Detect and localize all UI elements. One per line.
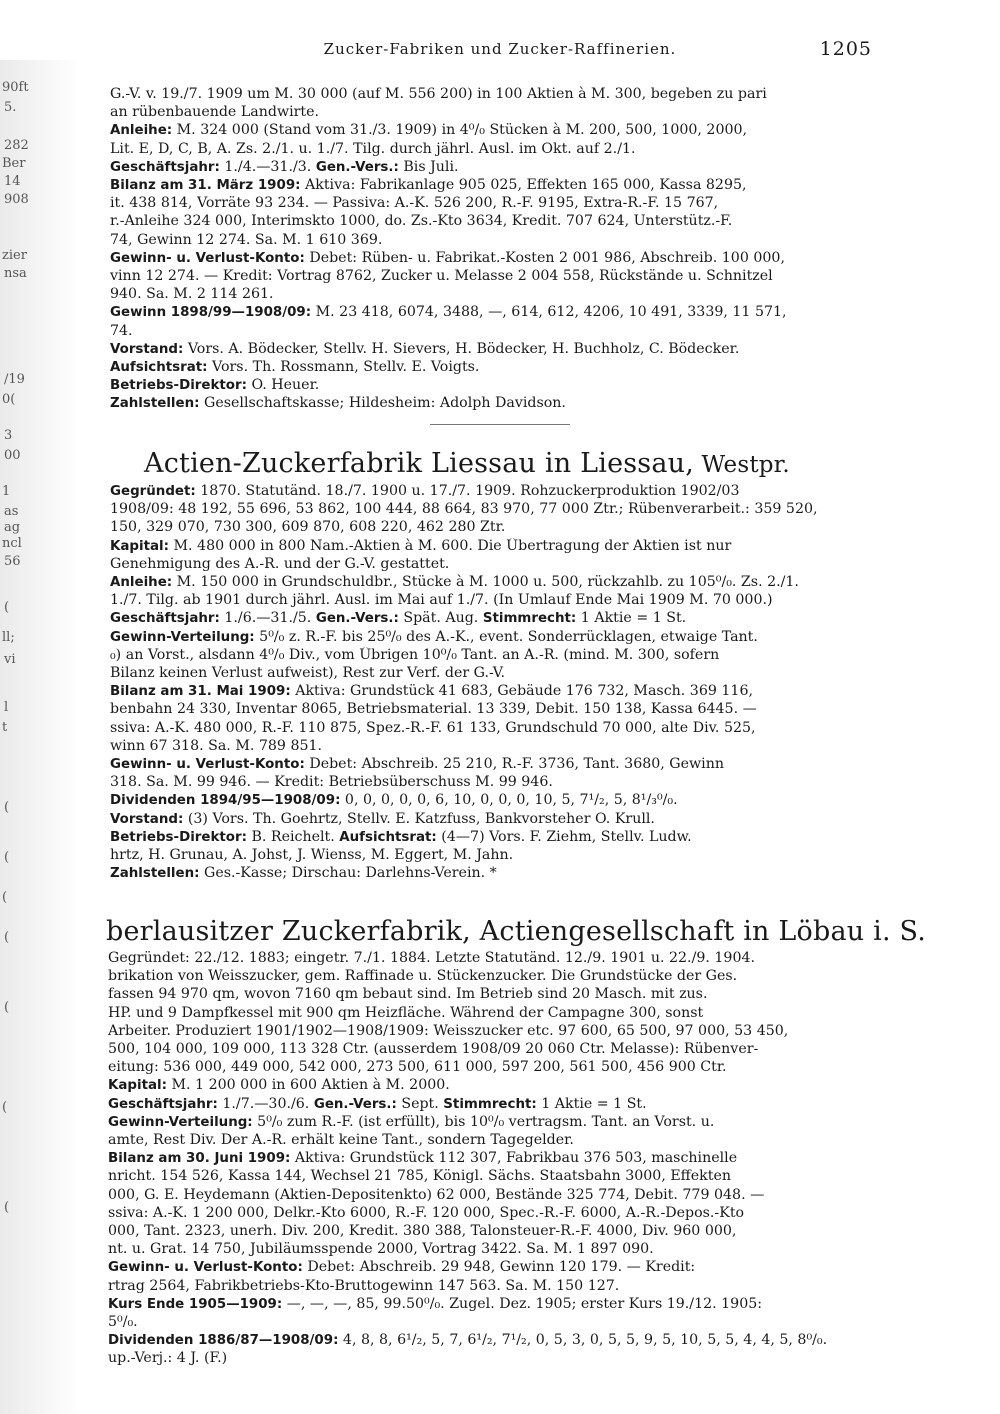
continuation-line xyxy=(108,1005,870,1022)
gutter-fragment: vi xyxy=(4,652,16,667)
field-text: 150, 329 070, 730 300, 609 870, 608 220, 462 280 Ztr. xyxy=(110,519,506,536)
field-text: 74, Gewinn 12 274. Sa. M. 1 610 369. xyxy=(110,231,383,248)
entry-line xyxy=(110,377,870,394)
gutter-fragment: 3 xyxy=(4,428,13,443)
gutter-fragment: 56 xyxy=(4,554,21,569)
continuation-line xyxy=(108,1241,870,1258)
continuation-line xyxy=(108,1350,870,1367)
continuation-line xyxy=(108,968,870,985)
field-text: 1./7. Tilg. ab 1901 durch jährl. Ausl. im Mai auf 1./7. (In Umlauf Ende Mai 1909 M. 70 000.) xyxy=(110,592,773,609)
gutter-fragment: ll; xyxy=(2,630,15,645)
gutter-fragment: ( xyxy=(2,890,8,905)
continuation-line xyxy=(108,1314,870,1331)
field-label: Geschäftsjahr: xyxy=(108,1096,218,1112)
gutter-fragment: ( xyxy=(4,800,10,815)
field-text: 000, Tant. 2323, unerh. Div. 200, Kredit. 380 388, Talonsteuer-R.-F. 4000, Div. 960 000, xyxy=(108,1223,737,1239)
gutter-fragment: 908 xyxy=(4,192,29,207)
continuation-line xyxy=(110,556,870,573)
field-text: Bilanz keinen Verlust aufweist), Rest zur Verf. der G.-V. xyxy=(110,665,506,681)
field-text: —, —, —, 85, 99.50⁰/₀. Zugel. Dez. 1905; erster Kurs 19./12. 1905: xyxy=(282,1295,763,1312)
field-text: Arbeiter. Produziert 1901/1902—1908/1909: Weisszucker etc. 97 600, 65 500, 97 000, 53 450, xyxy=(108,1022,789,1039)
entry-line xyxy=(110,811,870,828)
field-text: 5⁰/₀ zum R.-F. (ist erfüllt), bis 10⁰/₀ vertragsm. Tant. an Vorst. u. xyxy=(252,1113,715,1130)
entry-line xyxy=(110,538,870,555)
continuation-line xyxy=(108,1023,870,1040)
entry-line xyxy=(108,1077,870,1094)
field-label: Anleihe: xyxy=(110,575,173,590)
page-header xyxy=(0,40,1000,62)
continuation-line xyxy=(108,1223,870,1240)
field-text: Debet: Rüben- u. Fabrikat.-Kosten 2 001 986, Abschreib. 100 000, xyxy=(304,249,785,266)
field-label: Gewinn- u. Verlust-Konto: xyxy=(108,1260,303,1276)
field-text: nt. u. Grat. 14 750, Jubiläumsspende 2000, Vortrag 3422. Sa. M. 1 897 090. xyxy=(108,1241,654,1258)
field-label: Zahlstellen: xyxy=(110,396,200,412)
field-text: an rübenbauende Landwirte. xyxy=(110,104,320,121)
field-label: Gewinn 1898/99—1908/09: xyxy=(110,305,312,321)
gutter-fragment: ( xyxy=(4,930,10,945)
field-label: Gewinn-Verteilung: xyxy=(108,1114,253,1130)
field-text: 1./4.—31./3. xyxy=(219,158,316,175)
field-text: 4, 8, 8, 6¹/₂, 5, 7, 6¹/₂, 7¹/₂, 0, 5, 3, 0, 5, 5, 9, 5, 10, 5, 5, 4, 4, 5, 8⁰/₀. xyxy=(338,1332,828,1349)
gutter-fragment: ncl xyxy=(2,536,22,551)
field-text: 940. Sa. M. 2 114 261. xyxy=(110,286,274,303)
continuation-line xyxy=(108,950,870,967)
entry-line xyxy=(110,341,870,358)
entry-line xyxy=(110,610,870,627)
gutter-fragment: zier xyxy=(2,248,27,263)
gutter-fragment: /19 xyxy=(4,372,25,387)
field-text: 1 Aktie = 1 St. xyxy=(536,1095,647,1112)
field-text: 000, G. E. Heydemann (Aktien-Depositenkto) 62 000, Bestände 325 774, Debit. 779 048. — xyxy=(108,1186,765,1203)
gutter-fragment: ( xyxy=(4,1200,10,1215)
continuation-line xyxy=(110,232,870,249)
field-label: Vorstand: xyxy=(110,341,184,357)
field-text: O. Heuer. xyxy=(246,377,320,394)
continuation-line xyxy=(110,268,870,285)
continuation-line xyxy=(110,665,870,682)
field-text: Ges.-Kasse; Dirschau: Darlehns-Verein. * xyxy=(199,865,497,882)
field-text: vinn 12 274. — Kredit: Vortrag 8762, Zucker u. Melasse 2 004 558, Rückstände u. Schnitzel xyxy=(110,268,773,284)
continuation-line xyxy=(110,738,870,755)
field-label: Bilanz am 31. Mai 1909: xyxy=(110,684,291,700)
field-label: Dividenden 1894/95—1908/09: xyxy=(110,793,341,809)
field-text: Aktiva: Grundstück 41 683, Gebäude 176 732, Masch. 369 116, xyxy=(290,683,753,700)
continuation-line xyxy=(110,286,870,303)
gutter-fragment: 0( xyxy=(2,392,16,407)
gutter-fragment: nsa xyxy=(4,266,27,281)
field-text: (4—7) Vors. F. Ziehm, Stellv. Ludw. xyxy=(436,828,692,845)
gutter-fragment: l xyxy=(4,700,9,715)
field-text: Aktiva: Fabrikanlage 905 025, Effekten 165 000, Kassa 8295, xyxy=(300,177,747,193)
entry-line xyxy=(110,122,870,139)
section-title-oberlausitzer: berlausitzer Zuckerfabrik, Actiengesellschaft in Löbau i. S. xyxy=(106,916,927,947)
field-text: fassen 94 970 qm, wovon 7160 qm bebaut sind. Im Betrieb sind 20 Masch. mit zus. xyxy=(108,986,708,1003)
field-text: r.-Anleihe 324 000, Interimskto 1000, do. Zs.-Kto 3634, Kredit. 707 624, Unterstütz.-F. xyxy=(110,213,733,230)
gutter-fragment: t xyxy=(2,720,8,735)
continuation-line xyxy=(110,592,870,609)
continuation-line xyxy=(108,1132,870,1149)
gutter-fragment: ( xyxy=(4,1000,10,1015)
continuation-line xyxy=(110,720,870,737)
field-text: 1 Aktie = 1 St. xyxy=(576,610,687,627)
field-label: Geschäftsjahr: xyxy=(110,611,220,627)
field-text: hrtz, H. Grunau, A. Johst, J. Wienss, M. Eggert, M. Jahn. xyxy=(110,847,514,863)
field-text: Debet: Abschreib. 29 948, Gewinn 120 179. — Kredit: xyxy=(302,1259,696,1276)
field-label: Gewinn- u. Verlust-Konto: xyxy=(110,250,305,266)
entry-line xyxy=(110,865,870,882)
continuation-line xyxy=(108,1059,870,1076)
continuation-line xyxy=(110,86,870,103)
entry-line xyxy=(110,574,870,591)
continuation-line xyxy=(108,1168,870,1185)
entry-line xyxy=(108,1332,870,1349)
field-text: ssiva: A.-K. 480 000, R.-F. 110 875, Spez.-R.-F. 61 133, Grundschuld 70 000, alte Div. 525, xyxy=(110,719,756,736)
field-text: eitung: 536 000, 449 000, 542 000, 273 500, 611 000, 597 200, 561 500, 456 900 Ctr. xyxy=(108,1059,727,1076)
gutter-fragment: 5. xyxy=(4,100,17,115)
entry-line xyxy=(110,250,870,267)
page-number: 1205 xyxy=(819,38,872,60)
field-text: HP. und 9 Dampfkessel mit 900 qm Heizfläche. Während der Campagne 300, sonst xyxy=(108,1004,704,1021)
continuation-line xyxy=(110,647,870,664)
field-text: ₀) an Vorst., alsdann 4⁰/₀ Div., vom Übrigen 10⁰/₀ Tant. an A.-R. (mind. M. 300, sofern xyxy=(110,646,720,663)
field-text: 5⁰/₀. xyxy=(108,1314,138,1330)
continuation-line xyxy=(108,1205,870,1222)
field-label: Betriebs-Direktor: xyxy=(110,378,247,394)
field-text: up.-Verj.: 4 J. (F.) xyxy=(108,1350,228,1367)
field-text: 1908/09: 48 192, 55 696, 53 862, 100 444, 88 664, 83 970, 77 000 Ztr.; Rübenverarbeit.: 359 520, xyxy=(110,501,818,518)
field-text: M. 324 000 (Stand vom 31./3. 1909) in 4⁰/₀ Stücken à M. 200, 500, 1000, 2000, xyxy=(172,122,748,139)
field-text: 1./7.—30./6. xyxy=(217,1095,314,1112)
entry-line xyxy=(110,683,870,700)
gutter-fragment: 00 xyxy=(4,448,21,463)
gutter-fragment: Ber xyxy=(2,156,26,171)
entry-line xyxy=(110,792,870,809)
entry-line xyxy=(110,359,870,376)
field-text: amte, Rest Div. Der A.-R. erhält keine Tant., sondern Tagegelder. xyxy=(108,1132,574,1148)
adjacent-page-gutter xyxy=(0,60,80,1414)
field-text: Bis Juli. xyxy=(398,158,459,175)
field-text: rtrag 2564, Fabrikbetriebs-Kto-Bruttogewinn 147 563. Sa. M. 150 127. xyxy=(108,1277,620,1294)
field-label: Gen.-Vers.: xyxy=(315,611,399,627)
field-text: B. Reichelt. xyxy=(246,828,340,845)
field-label: Gen.-Vers.: xyxy=(315,159,399,175)
continuation-line xyxy=(110,847,870,864)
field-label: Aufsichtsrat: xyxy=(110,360,208,375)
gutter-fragment: ag xyxy=(4,520,21,535)
gutter-fragment: 90ft xyxy=(2,80,29,95)
section-title-liessau: Actien-Zuckerfabrik Liessau in Liessau, Westpr. xyxy=(144,448,790,479)
field-text: it. 438 814, Vorräte 93 234. — Passiva: A.-K. 526 200, R.-F. 9195, Extra-R.-F. 15 767, xyxy=(110,195,719,212)
entry-line xyxy=(110,829,870,846)
field-label: Gen.-Vers.: xyxy=(313,1096,397,1112)
field-label: Dividenden 1886/87—1908/09: xyxy=(108,1333,339,1349)
field-label: Gewinn-Verteilung: xyxy=(110,629,255,645)
field-text: Gesellschaftskasse; Hildesheim: Adolph Davidson. xyxy=(199,395,566,412)
field-text: Gegründet: 22./12. 1883; eingetr. 7./1. 1884. Letzte Statutänd. 12./9. 1901 u. 22./9. 1904. xyxy=(108,950,756,966)
continuation-line xyxy=(110,213,870,230)
field-label: Vorstand: xyxy=(110,811,184,827)
continuation-line xyxy=(108,1041,870,1058)
gutter-fragment: 1 xyxy=(2,484,11,499)
field-text: 74. xyxy=(110,322,133,339)
entry-line xyxy=(110,177,870,194)
continuation-line xyxy=(110,701,870,718)
field-label: Gewinn- u. Verlust-Konto: xyxy=(110,757,305,772)
field-text: benbahn 24 330, Inventar 8065, Betriebsmaterial. 13 339, Debit. 150 138, Kassa 6445. — xyxy=(110,701,757,718)
continuation-line xyxy=(110,519,870,536)
field-text: winn 67 318. Sa. M. 789 851. xyxy=(110,737,323,754)
gutter-fragment: as xyxy=(4,504,19,519)
field-label: Kapital: xyxy=(108,1078,167,1094)
field-text: G.-V. v. 19./7. 1909 um M. 30 000 (auf M. 556 200) in 100 Aktien à M. 300, begeben zu pari xyxy=(110,86,767,102)
field-text: 1870. Statutänd. 18./7. 1900 u. 17./7. 1909. Rohzuckerproduktion 1902/03 xyxy=(195,483,740,499)
entry-line xyxy=(110,395,870,412)
continuation-line xyxy=(110,501,870,518)
gutter-fragment: ( xyxy=(4,850,10,865)
entry-line xyxy=(108,1096,870,1113)
field-label: Stimmrecht: xyxy=(482,611,577,627)
continuation-line xyxy=(110,195,870,212)
entry-line xyxy=(110,159,870,176)
continuation-line xyxy=(108,1278,870,1295)
section-divider xyxy=(430,424,570,425)
running-title: Zucker-Fabriken und Zucker-Raffinerien. xyxy=(323,40,677,58)
field-text: 500, 104 000, 109 000, 113 328 Ctr. (ausserdem 1908/09 20 060 Ctr. Melasse): Rübenver- xyxy=(108,1041,759,1057)
field-label: Betriebs-Direktor: xyxy=(110,829,247,845)
field-label: Zahlstellen: xyxy=(110,866,200,882)
field-text: Lit. E, D, C, B, A. Zs. 2./1. u. 1./7. Tilg. durch jährl. Ausl. im Okt. auf 2./1. xyxy=(110,140,636,157)
field-text: M. 1 200 000 in 600 Aktien à M. 2000. xyxy=(166,1077,450,1094)
entry-line xyxy=(108,1114,870,1131)
field-text: 5⁰/₀ z. R.-F. bis 25⁰/₀ des A.-K., event. Sonderrücklagen, etwaige Tant. xyxy=(254,628,758,645)
field-text: Aktiva: Grundstück 112 307, Fabrikbau 376 503, maschinelle xyxy=(290,1150,738,1167)
field-label: Aufsichtsrat: xyxy=(339,829,437,845)
continuation-line xyxy=(110,323,870,340)
field-text: 1./6.—31./5. xyxy=(219,610,316,627)
continuation-line xyxy=(110,774,870,791)
field-text: ssiva: A.-K. 1 200 000, Delkr.-Kto 6000, R.-F. 120 000, Spec.-R.-F. 6000, A.-R.-Depos.-Kto xyxy=(108,1204,745,1221)
field-label: Stimmrecht: xyxy=(443,1096,537,1112)
continuation-line xyxy=(108,986,870,1003)
field-text: (3) Vors. Th. Goehrtz, Stellv. E. Katzfuss, Bankvorsteher O. Krull. xyxy=(183,810,655,827)
continuation-line xyxy=(110,104,870,121)
field-text: M. 23 418, 6074, 3488, —, 614, 612, 4206, 10 491, 3339, 11 571, xyxy=(311,304,787,321)
field-label: Kurs Ende 1905—1909: xyxy=(108,1296,283,1312)
field-text: Debet: Abschreib. 25 210, R.-F. 3736, Tant. 3680, Gewinn xyxy=(304,756,724,772)
entry-line xyxy=(110,304,870,321)
field-text: 318. Sa. M. 99 946. — Kredit: Betriebsüberschuss M. 99 946. xyxy=(110,774,553,791)
gutter-fragment: 14 xyxy=(4,174,21,189)
field-text: M. 150 000 in Grundschuldbr., Stücke à M. 1000 u. 500, rückzahlb. zu 105⁰/₀. Zs. 2./1. xyxy=(172,574,799,590)
entry-line xyxy=(110,483,870,500)
field-text: 0, 0, 0, 0, 0, 6, 10, 0, 0, 0, 10, 5, 7¹/₂, 5, 8¹/₃⁰/₀. xyxy=(340,792,678,809)
field-text: Spät. Aug. xyxy=(398,610,483,627)
field-text: Genehmigung des A.-R. und der G.-V. gestattet. xyxy=(110,555,450,572)
entry-line xyxy=(108,1296,870,1313)
entry-line xyxy=(108,1259,870,1276)
field-label: Kapital: xyxy=(110,538,169,554)
field-text: Sept. xyxy=(396,1095,444,1112)
field-text: nricht. 154 526, Kassa 144, Wechsel 21 785, Königl. Sächs. Staatsbahn 3000, Effekten xyxy=(108,1168,731,1185)
gutter-fragment: ( xyxy=(4,600,10,615)
gutter-fragment: 282 xyxy=(4,138,29,153)
field-label: Bilanz am 31. März 1909: xyxy=(110,178,301,193)
entry-line xyxy=(108,1150,870,1167)
field-label: Bilanz am 30. Juni 1909: xyxy=(108,1151,291,1167)
entry-line xyxy=(110,756,870,773)
field-label: Gegründet: xyxy=(110,484,196,499)
gutter-fragment: ( xyxy=(2,1100,8,1115)
field-text: Vors. Th. Rossmann, Stellv. E. Voigts. xyxy=(207,359,480,375)
continuation-line xyxy=(110,141,870,158)
field-text: Vors. A. Bödecker, Stellv. H. Sievers, H. Bödecker, H. Buchholz, C. Bödecker. xyxy=(183,340,740,357)
entry-line xyxy=(110,629,870,646)
field-label: Anleihe: xyxy=(110,123,173,139)
field-label: Geschäftsjahr: xyxy=(110,159,220,175)
field-text: M. 480 000 in 800 Nam.-Aktien à M. 600. Die Übertragung der Aktien ist nur xyxy=(168,537,732,554)
continuation-line xyxy=(108,1187,870,1204)
field-text: brikation von Weisszucker, gem. Raffinade u. Stückenzucker. Die Grundstücke der Ges. xyxy=(108,968,738,985)
